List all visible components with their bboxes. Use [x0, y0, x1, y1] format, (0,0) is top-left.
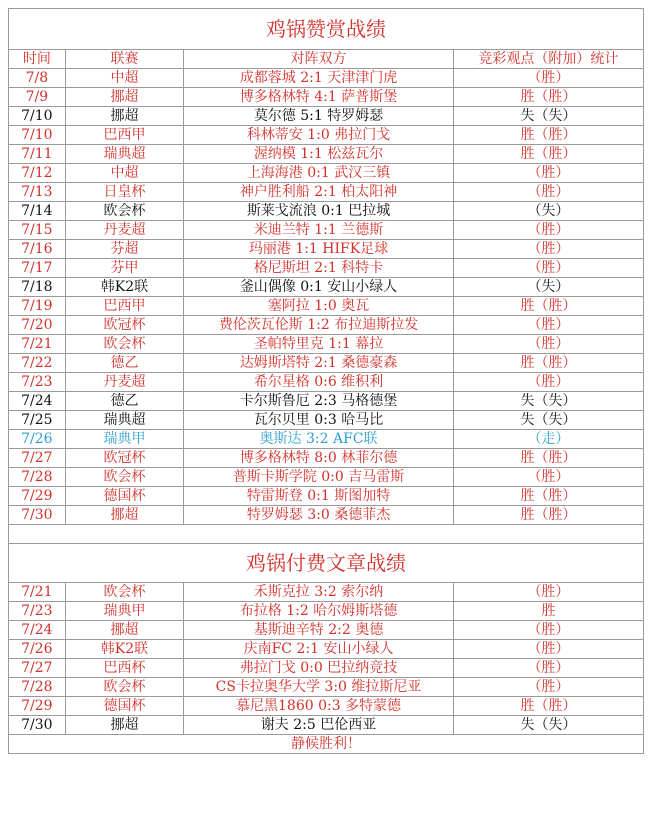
- date-cell: 7/30: [9, 506, 66, 524]
- date-cell: 7/23: [9, 373, 66, 391]
- table-row: [9, 240, 643, 259]
- match-cell: 费伦茨瓦伦斯 1:2 布拉迪斯拉发: [184, 316, 454, 334]
- result-cell: 胜（胜）: [520, 146, 577, 162]
- league-cell: 挪超: [66, 88, 184, 106]
- date-cell: 7/27: [9, 659, 66, 677]
- result-cell: （胜）: [527, 184, 570, 200]
- league-cell: 德乙: [66, 354, 184, 372]
- league-cell: 欧会杯: [66, 468, 184, 486]
- result-cell: 胜（胜）: [520, 507, 577, 523]
- result-cell: （胜）: [527, 70, 570, 86]
- table-row: [9, 107, 643, 126]
- league-cell: 欧会杯: [66, 583, 184, 601]
- table-row: [9, 316, 643, 335]
- league-cell: 挪超: [66, 107, 184, 125]
- league-cell: 挪超: [66, 716, 184, 734]
- match-cell: 慕尼黑1860 0:3 多特蒙德: [184, 697, 454, 715]
- match-cell: 希尔星格 0:6 维积利: [184, 373, 454, 391]
- table-row: [9, 602, 643, 621]
- league-cell: 丹麦超: [66, 221, 184, 239]
- result-cell: （胜）: [527, 584, 570, 600]
- date-cell: 7/28: [9, 678, 66, 696]
- result-cell: 失（失）: [520, 108, 577, 124]
- date-cell: 7/22: [9, 354, 66, 372]
- result-cell: 胜（胜）: [520, 298, 577, 314]
- result-cell: 胜（胜）: [520, 355, 577, 371]
- result-cell: （胜）: [527, 317, 570, 333]
- league-cell: 挪超: [66, 621, 184, 639]
- result-cell: （胜）: [527, 641, 570, 657]
- match-cell: 格尼斯坦 2:1 科特卡: [184, 259, 454, 277]
- match-cell: 奥斯达 3:2 AFC联: [184, 430, 454, 448]
- date-cell: 7/16: [9, 240, 66, 258]
- header-league: 联赛: [66, 50, 184, 68]
- table-row: [9, 202, 643, 221]
- table-row: [9, 335, 643, 354]
- league-cell: 韩K2联: [66, 640, 184, 658]
- table-row: [9, 449, 643, 468]
- date-cell: 7/30: [9, 716, 66, 734]
- section1-table-body: [9, 69, 643, 525]
- table-row: [9, 659, 643, 678]
- league-cell: 巴西杯: [66, 659, 184, 677]
- table-row: [9, 678, 643, 697]
- table-row: [9, 126, 643, 145]
- table-row: [9, 716, 643, 735]
- result-cell: （胜）: [527, 165, 570, 181]
- match-cell: 成都蓉城 2:1 天津津门虎: [184, 69, 454, 87]
- section1-title: 鸡锅赞赏战绩: [9, 8, 643, 50]
- match-cell: 博多格林特 8:0 林菲尔德: [184, 449, 454, 467]
- result-cell: 失（失）: [520, 393, 577, 409]
- date-cell: 7/23: [9, 602, 66, 620]
- match-cell: 特雷斯登 0:1 斯图加特: [184, 487, 454, 505]
- match-cell: 卡尔斯鲁厄 2:3 马格德堡: [184, 392, 454, 410]
- league-cell: 欧会杯: [66, 678, 184, 696]
- date-cell: 7/10: [9, 107, 66, 125]
- date-cell: 7/28: [9, 468, 66, 486]
- match-cell: 谢夫 2:5 巴伦西亚: [184, 716, 454, 734]
- table-row: [9, 297, 643, 316]
- match-cell: 神户胜利船 2:1 柏太阳神: [184, 183, 454, 201]
- league-cell: 瑞典超: [66, 411, 184, 429]
- match-cell: 圣帕特里克 1:1 幕拉: [184, 335, 454, 353]
- league-cell: 德乙: [66, 392, 184, 410]
- table-row: [9, 221, 643, 240]
- date-cell: 7/9: [9, 88, 66, 106]
- result-cell: （胜）: [527, 241, 570, 257]
- table-row: [9, 373, 643, 392]
- result-cell: 失（失）: [520, 412, 577, 428]
- date-cell: 7/17: [9, 259, 66, 277]
- match-cell: 科林蒂安 1:0 弗拉门戈: [184, 126, 454, 144]
- section2-table-body: [9, 583, 643, 735]
- result-cell: （失）: [527, 279, 570, 295]
- table-row: [9, 640, 643, 659]
- result-cell: （胜）: [527, 469, 570, 485]
- league-cell: 挪超: [66, 506, 184, 524]
- league-cell: 瑞典超: [66, 145, 184, 163]
- date-cell: 7/26: [9, 640, 66, 658]
- date-cell: 7/19: [9, 297, 66, 315]
- league-cell: 韩K2联: [66, 278, 184, 296]
- date-cell: 7/18: [9, 278, 66, 296]
- match-cell: 达姆斯塔特 2:1 桑德豪森: [184, 354, 454, 372]
- match-cell: 米迪兰特 1:1 兰德斯: [184, 221, 454, 239]
- section2-title: 鸡锅付费文章战绩: [9, 544, 643, 583]
- result-cell: （失）: [527, 203, 570, 219]
- match-cell: 布拉格 1:2 哈尔姆斯塔德: [184, 602, 454, 620]
- league-cell: 中超: [66, 164, 184, 182]
- match-cell: 渥纳模 1:1 松兹瓦尔: [184, 145, 454, 163]
- table-row: [9, 697, 643, 716]
- match-cell: 上海海港 0:1 武汉三镇: [184, 164, 454, 182]
- table-row: [9, 145, 643, 164]
- result-cell: 胜（胜）: [520, 127, 577, 143]
- league-cell: 欧冠杯: [66, 316, 184, 334]
- match-cell: 普斯卡斯学院 0:0 吉马雷斯: [184, 468, 454, 486]
- date-cell: 7/24: [9, 392, 66, 410]
- table-row: [9, 583, 643, 602]
- date-cell: 7/24: [9, 621, 66, 639]
- result-cell: 胜: [541, 603, 556, 619]
- table-row: [9, 183, 643, 202]
- league-cell: 瑞典甲: [66, 430, 184, 448]
- result-cell: 胜（胜）: [520, 698, 577, 714]
- date-cell: 7/15: [9, 221, 66, 239]
- match-cell: CS卡拉奥华大学 3:0 维拉斯尼亚: [184, 678, 454, 696]
- league-cell: 德国杯: [66, 697, 184, 715]
- match-cell: 釜山偶像 0:1 安山小绿人: [184, 278, 454, 296]
- result-cell: 失（失）: [520, 717, 577, 733]
- league-cell: 芬甲: [66, 259, 184, 277]
- match-cell: 玛丽港 1:1 HIFK足球: [184, 240, 454, 258]
- table-row: [9, 468, 643, 487]
- date-cell: 7/29: [9, 697, 66, 715]
- table-row: [9, 506, 643, 525]
- date-cell: 7/14: [9, 202, 66, 220]
- match-cell: 斯莱戈流浪 0:1 巴拉城: [184, 202, 454, 220]
- date-cell: 7/27: [9, 449, 66, 467]
- league-cell: 芬超: [66, 240, 184, 258]
- footer-note: 静候胜利！: [9, 735, 643, 754]
- table-row: [9, 354, 643, 373]
- match-cell: 庆南FC 2:1 安山小绿人: [184, 640, 454, 658]
- result-cell: （胜）: [527, 222, 570, 238]
- header-result: 竞彩观点（附加）统计: [478, 51, 619, 67]
- table-row: [9, 392, 643, 411]
- record-sheet: [8, 8, 644, 754]
- result-cell: 胜（胜）: [520, 89, 577, 105]
- header-date: 时间: [9, 50, 66, 68]
- league-cell: 欧会杯: [66, 202, 184, 220]
- date-cell: 7/25: [9, 411, 66, 429]
- date-cell: 7/29: [9, 487, 66, 505]
- table-row: [9, 278, 643, 297]
- date-cell: 7/13: [9, 183, 66, 201]
- league-cell: 欧会杯: [66, 335, 184, 353]
- result-cell: （胜）: [527, 679, 570, 695]
- league-cell: 瑞典甲: [66, 602, 184, 620]
- spacer-row: [9, 525, 643, 544]
- match-cell: 基斯迪辛特 2:2 奥德: [184, 621, 454, 639]
- match-cell: 塞阿拉 1:0 奥瓦: [184, 297, 454, 315]
- result-cell: 胜（胜）: [520, 450, 577, 466]
- table-row: [9, 487, 643, 506]
- header-row: [9, 50, 643, 69]
- result-cell: （胜）: [527, 260, 570, 276]
- league-cell: 巴西甲: [66, 126, 184, 144]
- result-cell: （胜）: [527, 660, 570, 676]
- league-cell: 欧冠杯: [66, 449, 184, 467]
- table-row: [9, 69, 643, 88]
- table-row: [9, 164, 643, 183]
- match-cell: 特罗姆瑟 3:0 桑德菲杰: [184, 506, 454, 524]
- match-cell: 莫尔德 5:1 特罗姆瑟: [184, 107, 454, 125]
- date-cell: 7/21: [9, 335, 66, 353]
- header-match: 对阵双方: [184, 50, 454, 68]
- result-cell: （胜）: [527, 374, 570, 390]
- date-cell: 7/21: [9, 583, 66, 601]
- date-cell: 7/12: [9, 164, 66, 182]
- match-cell: 弗拉门戈 0:0 巴拉纳竞技: [184, 659, 454, 677]
- table-row: [9, 88, 643, 107]
- match-cell: 博多格林特 4:1 萨普斯堡: [184, 88, 454, 106]
- date-cell: 7/26: [9, 430, 66, 448]
- result-cell: 胜（胜）: [520, 488, 577, 504]
- league-cell: 日皇杯: [66, 183, 184, 201]
- league-cell: 巴西甲: [66, 297, 184, 315]
- table-row: [9, 259, 643, 278]
- match-cell: 瓦尔贝里 0:3 哈马比: [184, 411, 454, 429]
- league-cell: 德国杯: [66, 487, 184, 505]
- table-row: [9, 411, 643, 430]
- date-cell: 7/11: [9, 145, 66, 163]
- date-cell: 7/20: [9, 316, 66, 334]
- league-cell: 中超: [66, 69, 184, 87]
- table-row: [9, 621, 643, 640]
- result-cell: （走）: [527, 431, 570, 447]
- date-cell: 7/10: [9, 126, 66, 144]
- result-cell: （胜）: [527, 336, 570, 352]
- result-cell: （胜）: [527, 622, 570, 638]
- match-cell: 禾斯克拉 3:2 索尔纳: [184, 583, 454, 601]
- date-cell: 7/8: [9, 69, 66, 87]
- league-cell: 丹麦超: [66, 373, 184, 391]
- table-row: [9, 430, 643, 449]
